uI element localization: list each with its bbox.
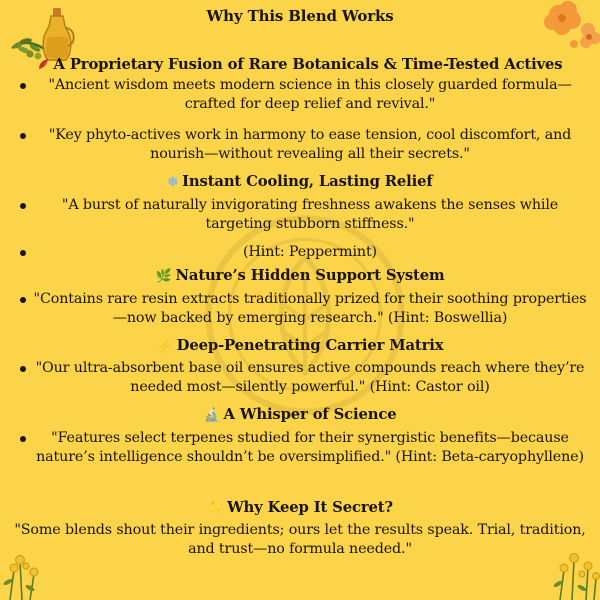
lightning-icon: ⚡ — [156, 339, 173, 354]
bullet-item — [0, 290, 600, 328]
bullet-dot — [20, 250, 26, 256]
bullet-text: "Key phyto-actives work in harmony to ease tension, cool discomfort, and nourish—without revealing all their secrets." — [48, 127, 572, 162]
bullet-item — [0, 76, 600, 114]
microscope-icon: 🔬 — [203, 408, 220, 423]
bullet-item — [0, 243, 600, 262]
section-heading-why-keep-secret — [0, 498, 600, 518]
bullet-text: (Hint: Peppermint) — [243, 244, 377, 260]
bullet-item — [0, 126, 600, 164]
sparkle-icon: ✨ — [207, 501, 224, 516]
bullet-text: "A burst of naturally invigorating freshness awakens the senses while targeting stubborn stiffness." — [61, 197, 559, 232]
bullet-dot — [20, 203, 26, 209]
section-heading-whisper-of-science — [0, 405, 600, 425]
bullet-dot — [20, 133, 26, 139]
section-heading-text: A Whisper of Science — [223, 406, 397, 423]
section-heading-text: A Proprietary Fusion of Rare Botanicals & Time-Tested Actives — [53, 56, 563, 73]
bullet-dot — [20, 366, 26, 372]
section-heading-text: Why Keep It Secret? — [227, 499, 393, 516]
bullet-item — [0, 429, 600, 467]
section-heading-text: Deep-Penetrating Carrier Matrix — [176, 337, 444, 354]
sprout-icon: 🌿 — [155, 269, 172, 284]
bullet-dot — [20, 83, 26, 89]
bullet-text: "Contains rare resin extracts traditionally prized for their soothing properties—now backed by emerging research." (Hint: Boswellia) — [33, 291, 587, 326]
closing-paragraph: "Some blends shout their ingredients; ours let the results speak. Trial, tradition, and trust—no formula needed." — [14, 522, 586, 557]
section-heading-text: Nature’s Hidden Support System — [175, 267, 445, 284]
bullet-dot — [20, 297, 26, 303]
bullet-dot — [20, 436, 26, 442]
section-heading-text: Instant Cooling, Lasting Relief — [182, 173, 433, 190]
herb-icon — [37, 56, 49, 75]
section-heading-proprietary-fusion — [0, 55, 600, 75]
bullet-text: "Our ultra-absorbent base oil ensures active compounds reach where they’re needed most—silently powerful." (Hint: Castor oil) — [35, 360, 585, 395]
bullet-item — [0, 196, 600, 234]
bullet-text: "Ancient wisdom meets modern science in this closely guarded formula—crafted for deep relief and revival." — [48, 77, 572, 112]
bullet-item — [0, 359, 600, 397]
section-heading-carrier-matrix — [0, 336, 600, 356]
section-heading-hidden-support — [0, 266, 600, 286]
bullet-text: "Features select terpenes studied for their synergistic benefits—because nature’s intelligence shouldn’t be oversimplified." (Hint: Beta-caryophyllene) — [36, 430, 584, 465]
section-heading-instant-cooling — [0, 172, 600, 192]
snowflake-icon: ❄ — [167, 175, 179, 190]
page-title: Why This Blend Works — [206, 7, 394, 25]
